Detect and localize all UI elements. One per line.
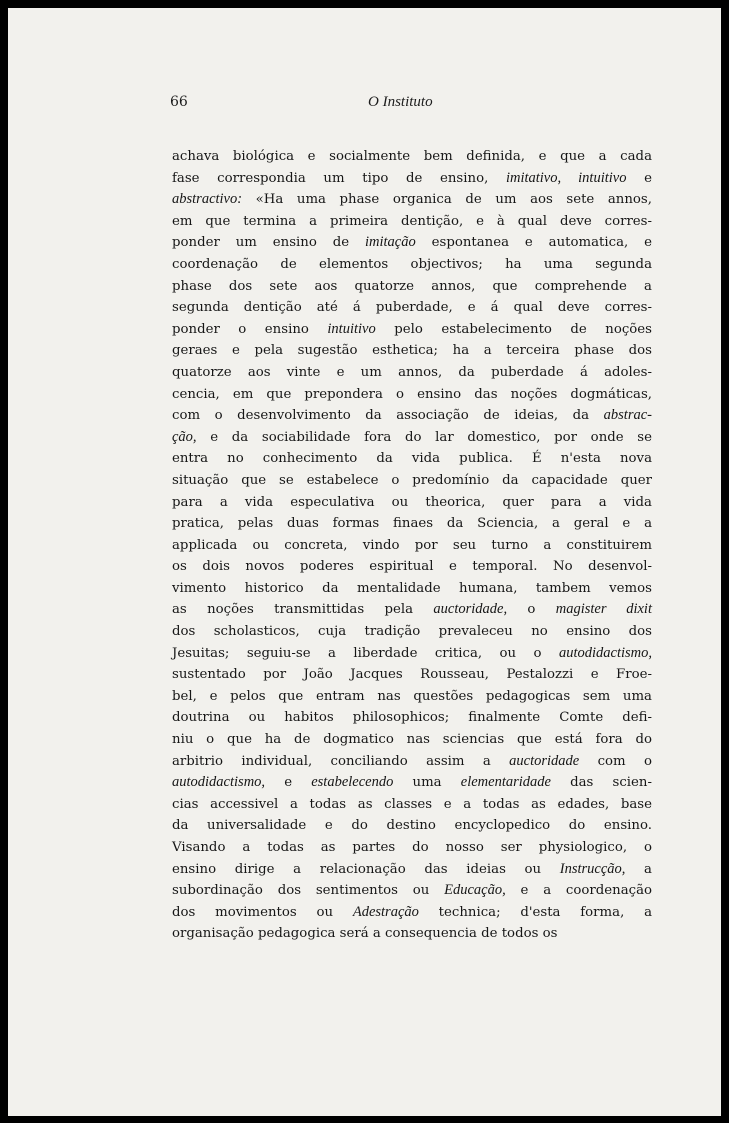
text-segment: subordinação dos sentimentos ou — [172, 883, 445, 899]
text-line — [172, 686, 652, 708]
text-segment: doutrina ou habitos philosophicos; finalmente Comte defi- — [172, 710, 652, 726]
text-segment: e da sociabilidade fora do lar domestico, por onde se — [196, 429, 652, 445]
text-line — [172, 794, 652, 816]
text-line — [172, 599, 652, 621]
italic-term: ção, — [172, 428, 197, 445]
text-line — [172, 815, 652, 837]
italic-term: abstractivo: — [172, 191, 243, 208]
text-segment: dos movimentos ou — [172, 904, 353, 920]
text-segment: arbitrio individual, conciliando assim a — [172, 753, 510, 769]
text-segment: e — [626, 170, 652, 186]
text-line — [172, 340, 652, 362]
text-line — [172, 276, 652, 298]
text-segment: pelo estabelecimento de noções — [375, 321, 652, 337]
italic-term: Adestração — [352, 903, 419, 920]
text-line — [172, 923, 652, 945]
text-segment: ponder o ensino — [172, 321, 328, 337]
text-segment: em que termina a primeira dentição, e à qual deve corres- — [172, 213, 652, 229]
italic-term: intuitivo — [327, 320, 376, 337]
text-segment: sustentado por João Jacques Rousseau, Pestalozzi e Froe- — [172, 667, 652, 683]
text-line — [172, 729, 652, 751]
text-line — [172, 211, 652, 233]
text-line — [172, 859, 652, 881]
italic-term: imitação — [365, 234, 416, 251]
italic-term: imitativo, intuitivo — [505, 169, 627, 186]
text-segment: para a vida especulativa ou theorica, quer para a vida — [172, 494, 652, 510]
text-segment: o — [507, 602, 556, 618]
text-segment: entra no conhecimento da vida publica. É n'esta nova — [172, 451, 652, 467]
page-number: 66 — [170, 94, 188, 110]
text-segment: fase correspondia um tipo de ensino, — [172, 170, 506, 186]
page-header — [8, 94, 721, 118]
italic-term: Educação, — [444, 882, 506, 899]
italic-term: autodidactismo, — [558, 644, 652, 661]
text-line — [172, 448, 652, 470]
text-segment: com o — [579, 753, 652, 769]
text-line — [172, 168, 652, 190]
text-line — [172, 297, 652, 319]
text-segment: ponder um ensino de — [172, 235, 365, 251]
text-line — [172, 902, 652, 924]
italic-term: magister dixit — [555, 601, 652, 618]
text-segment: com o desenvolvimento da associação de ideias, da — [172, 408, 604, 424]
text-segment: das scien- — [550, 775, 652, 791]
text-line — [172, 643, 652, 665]
text-line — [172, 492, 652, 514]
text-line — [172, 556, 652, 578]
text-line — [172, 621, 652, 643]
text-line — [172, 751, 652, 773]
text-segment: cencia, em que prepondera o ensino das noções dogmáticas, — [172, 386, 652, 402]
text-line — [172, 405, 652, 427]
text-line — [172, 232, 652, 254]
text-segment: os dois novos poderes espiritual e temporal. No desenvol- — [172, 559, 652, 575]
text-line — [172, 772, 652, 794]
text-segment: quatorze aos vinte e um annos, da puberdade á adoles- — [172, 364, 652, 380]
text-line — [172, 707, 652, 729]
text-segment: phase dos sete aos quatorze annos, que comprehende a — [172, 278, 652, 294]
italic-term: estabelecendo — [311, 774, 394, 791]
text-segment: Jesuitas; seguiu-se a liberdade critica, ou o — [172, 645, 559, 661]
text-segment: segunda dentição até á puberdade, e á qual deve corres- — [172, 300, 652, 316]
text-segment: technica; d'esta forma, a — [418, 904, 653, 920]
text-line — [172, 189, 652, 211]
book-page — [8, 8, 721, 1116]
text-segment: vimento historico da mentalidade humana, tambem vemos — [172, 580, 652, 596]
text-segment: e a coordenação — [505, 883, 653, 899]
text-segment: pratica, pelas duas formas finaes da Sciencia, a geral e a — [172, 516, 652, 532]
text-segment: cias accessivel a todas as classes e a todas as edades, base — [172, 796, 652, 812]
text-segment: dos scholasticos, cuja tradição prevaleceu no ensino dos — [172, 624, 652, 640]
text-segment: uma — [393, 775, 461, 791]
text-line — [172, 535, 652, 557]
italic-term: auctoridade, — [433, 601, 508, 618]
text-segment: «Ha uma phase organica de um aos sete annos, — [242, 192, 652, 208]
text-segment: da universalidade e do destino encyclopedico do ensino. — [172, 818, 652, 834]
text-segment: achava biológica e socialmente bem definida, e que a cada — [172, 149, 652, 164]
text-segment: bel, e pelos que entram nas questões pedagogicas sem uma — [172, 688, 652, 704]
text-line — [172, 513, 652, 535]
text-line — [172, 837, 652, 859]
text-segment: organisação pedagogica será a consequencia de todos os — [172, 926, 558, 942]
text-line — [172, 146, 652, 168]
italic-term: auctoridade — [509, 752, 580, 769]
running-title: O Instituto — [368, 94, 433, 110]
text-line — [172, 427, 652, 449]
text-segment: as noções transmittidas pela — [172, 602, 434, 618]
text-segment: Visando a todas as partes do nosso ser physiologico, o — [172, 840, 652, 855]
text-segment: applicada ou concreta, vindo por seu turno a constituirem — [172, 537, 652, 553]
text-line — [172, 362, 652, 384]
text-segment: ensino dirige a relacionação das ideias ou — [172, 861, 560, 877]
text-segment: geraes e pela sugestão esthetica; ha a terceira phase dos — [172, 343, 652, 359]
text-line — [172, 578, 652, 600]
body-text — [172, 146, 652, 945]
text-segment: situação que se estabelece o predomínio da capacidade quer — [172, 472, 652, 488]
italic-term: autodidactismo, — [172, 774, 266, 791]
italic-term: abstrac- — [603, 407, 652, 424]
text-line — [172, 470, 652, 492]
text-segment: niu o que ha de dogmatico nas sciencias que está fora do — [172, 732, 652, 748]
text-line — [172, 880, 652, 902]
text-segment: espontanea e automatica, e — [415, 235, 653, 251]
text-segment: coordenação de elementos objectivos; ha uma segunda — [172, 256, 652, 272]
text-line — [172, 254, 652, 276]
text-segment: e — [265, 775, 312, 791]
text-line — [172, 319, 652, 341]
italic-term: Instrucção, — [559, 860, 626, 877]
text-line — [172, 664, 652, 686]
text-segment: a — [625, 861, 652, 877]
text-line — [172, 384, 652, 406]
italic-term: elementaridade — [460, 774, 551, 791]
